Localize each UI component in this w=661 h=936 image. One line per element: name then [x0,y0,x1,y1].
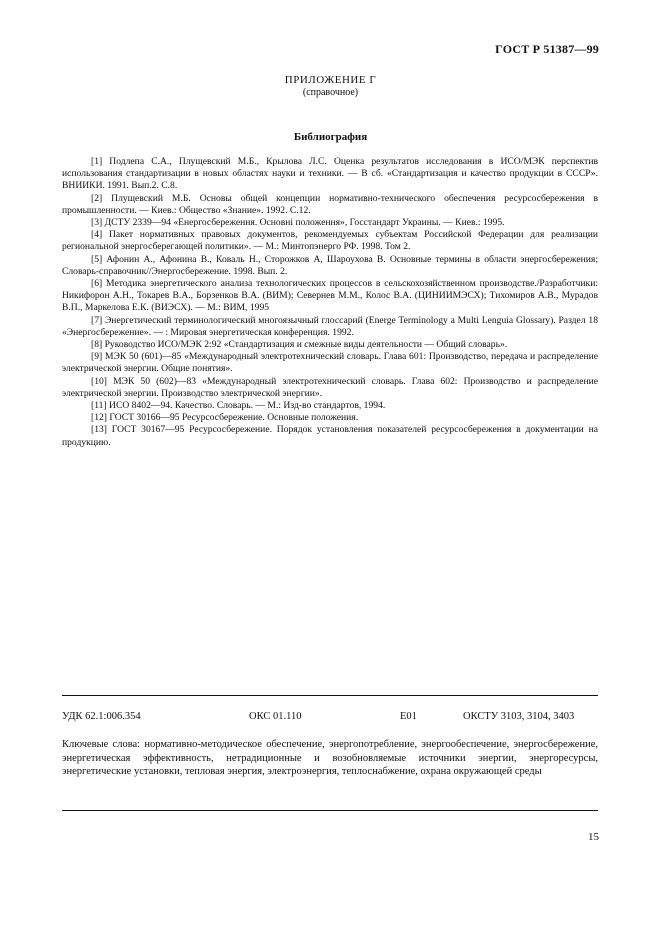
bibliography-entry: [8] Руководство ИСО/МЭК 2:92 «Стандартизация и смежные виды деятельности — Общий словарь». [91,339,508,351]
standard-code: ГОСТ Р 51387—99 [495,42,599,56]
bibliography-entry: [5] Афонин А., Афонина В., Коваль Н., Сторожков А, Шароухова В. Основные термины в области энергосбережения; Словарь-справочник//Энергосбережение. 1998. Вып. 2. [62,253,598,277]
okstu-code: ОКСТУ 3103, 3104, 3403 [463,711,575,722]
bottom-divider [62,810,598,811]
bibliography-entry: [3] ДСТУ 2339—94 «Енергосбереження. Основні положення», Госстандарт Украины. — Киев.: 1995. [91,217,505,229]
appendix-subtitle: (справочное) [302,87,359,98]
bibliography-entry: [1] Подлепа С.А., Плущевский М.Б., Крылова Л.С. Оценка результатов исследования в ИСО/МЭК перспектив использования стандартизации в новых областях науки и техники. — В сб. «Стандартизация и качество продукции в СССР». ВНИИКИ. 1991. Вып.2. С.8. [62,156,598,192]
bibliography-entry: [13] ГОСТ 30167—95 Ресурсосбережение. Порядок установления показателей ресурсосбережения в документации на продукцию. [62,424,598,448]
bibliography-entry: [11] ИСО 8402—94. Качество. Словарь. — М.: Изд-во стандартов, 1994. [91,400,386,412]
appendix-heading [0,74,661,98]
bibliography-entry: [12] ГОСТ 30166—95 Ресурсосбережение. Основные положения. [91,412,359,424]
udk-code: УДК 62.1:006.354 [62,711,141,722]
top-divider [62,695,598,696]
bibliography-title: Библиография [293,131,368,143]
bibliography-entry: [9] МЭК 50 (601)—85 «Международный электротехнический словарь. Глава 601: Производство, передача и распределение электрической энергии. Общие понятия». [62,351,598,375]
page-number: 15 [588,831,599,843]
bibliography-entry: [10] МЭК 50 (602)—83 «Международный электротехнический словарь. Глава 602: Производство и распределение электрической энергии. Производство электрической энергии». [62,375,598,399]
bibliography-entry: [6] Методика энергетического анализа технологических процессов в сельскохозяйственном производстве./Разработчики: Никифорон А.Н., Токарев В.А., Борзенков В.А. (ВИМ); Севернев М.М., Колос В.А. (ЦИНИИМЭСХ); Тихомиров А.В., Мурадов В.П., Маркелова Е.К. (ВИЭСХ). — М.: ВИМ, 1995 [62,278,598,314]
classification-line [62,711,598,725]
group-code: Е01 [400,711,417,722]
bibliography-entry: [4] Пакет нормативных правовых документов, рекомендуемых субъектам Российской Федерации для реализации региональной энергосберегающей политики». — М.: Минтопэнерго РФ. 1998. Том 2. [62,229,598,253]
appendix-title: ПРИЛОЖЕНИЕ Г [284,74,377,86]
keywords-paragraph: Ключевые слова: нормативно-методическое обеспечение, энергопотребление, энергообеспечение, энергосбережение, энергетическая эффективность, нетрадиционные и возобновляемые источники энергии, энергоресурсы, энергетические установки, тепловая энергия, электроэнергия, теплоснабжение, охрана окружающей среды [62,739,598,777]
oks-code: ОКС 01.110 [249,711,302,722]
bibliography-entry: [7] Энергетический терминологический многоязычный глоссарий (Energe Terminology a Multi Lenguia Glossary). Раздел 18 «Энергосбережение». — : Мировая энергетическая конференция. 1992. [62,314,598,338]
bibliography-list [62,156,598,449]
bibliography-entry: [2] Плущевский М.Б. Основы общей концепции нормативно-технического обеспечения ресурсосбережения в промышленности. — Киев.: Общество «Знание». 1992. С.12. [62,192,598,216]
